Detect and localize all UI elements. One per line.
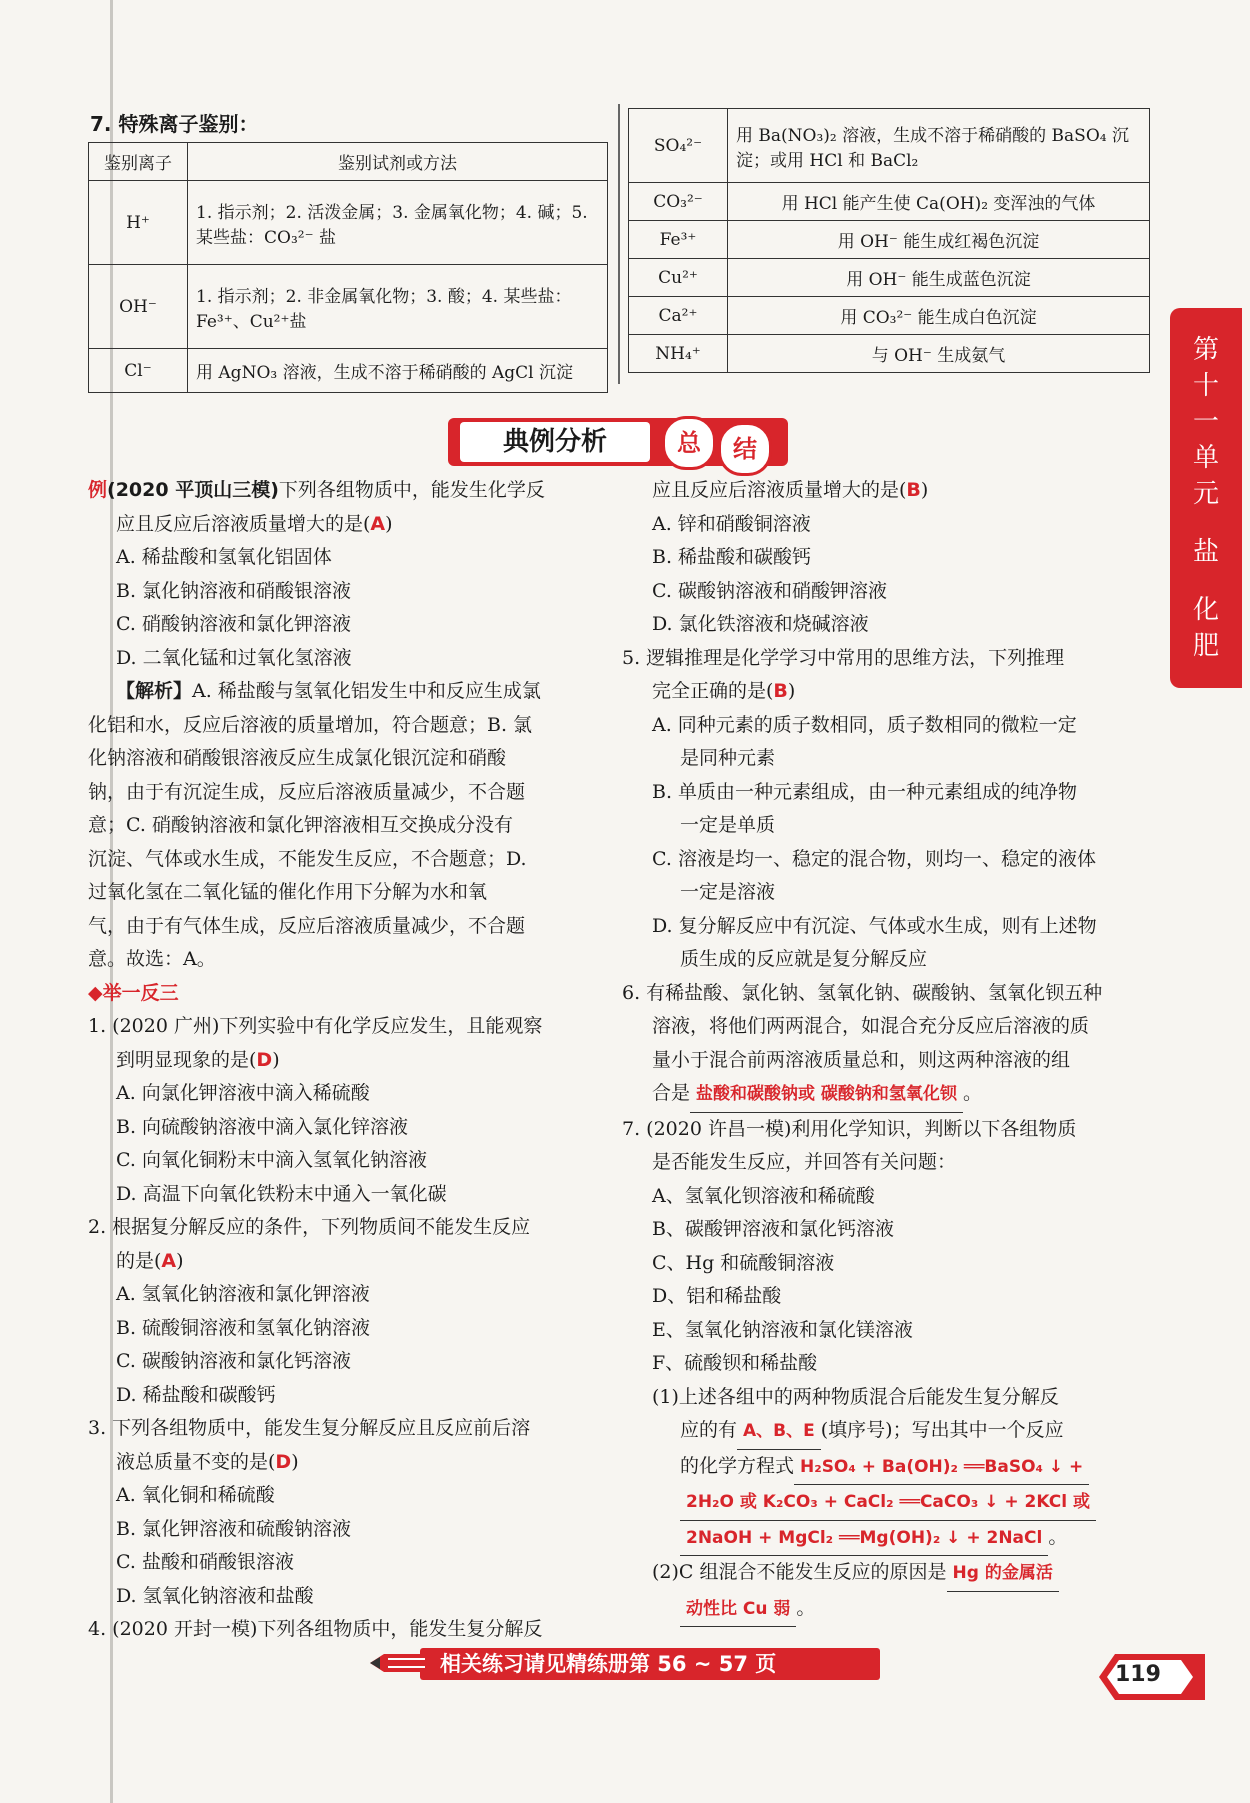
example-stem-2: 应且反应后溶液质量增大的是(A) bbox=[116, 512, 393, 535]
ion-table-left bbox=[88, 142, 608, 393]
question-stem: 4. (2020 开封一模)下列各组物质中，能发生复分解反 bbox=[88, 1618, 543, 1640]
option: D. 二氧化锰和过氧化氢溶液 bbox=[116, 646, 352, 669]
answer-blank: Hg 的金属活 bbox=[947, 1557, 1059, 1592]
option: A. 氢氧化钠溶液和氯化钾溶液 bbox=[116, 1283, 370, 1305]
side-tab-char: 化 bbox=[1192, 595, 1219, 625]
answer: B bbox=[773, 680, 788, 702]
method-cell: 用 HCl 能产生使 Ca(OH)₂ 变浑浊的气体 bbox=[728, 183, 1150, 221]
table-header: 鉴别离子 bbox=[89, 143, 188, 181]
question-stem: 应且反应后溶液质量增大的是(B) bbox=[652, 479, 929, 501]
side-tab-char: 盐 bbox=[1192, 537, 1219, 567]
practice-reference bbox=[360, 1642, 890, 1682]
chapter-side-tab bbox=[1170, 308, 1242, 688]
question-stem: 6. 有稀盐酸、氯化钠、氢氧化钠、碳酸钠、氢氧化钡五种 bbox=[622, 981, 1103, 1004]
question-stem: 量小于混合前两溶液质量总和，则这两种溶液的组 bbox=[652, 1048, 1071, 1071]
option: C. 硝酸钠溶液和氯化钾溶液 bbox=[116, 613, 351, 635]
ion-cell: SO₄²⁻ bbox=[629, 109, 728, 183]
answer-blank: A、B、E bbox=[737, 1415, 821, 1450]
list-item: A、氢氧化钡溶液和稀硫酸 bbox=[652, 1184, 875, 1207]
banner-badge: 结 bbox=[718, 422, 772, 476]
side-tab-char: 单 bbox=[1192, 443, 1219, 473]
method-cell: 用 CO₃²⁻ 能生成白色沉淀 bbox=[728, 297, 1150, 335]
analysis-line: 钠，由于有沉淀生成，反应后溶液质量减少，不合题 bbox=[88, 780, 526, 803]
question-stem: 到明显现象的是(D) bbox=[116, 1048, 280, 1071]
option: C. 碳酸钠溶液和氯化钙溶液 bbox=[116, 1350, 351, 1372]
column-divider bbox=[618, 104, 620, 384]
right-column bbox=[622, 474, 1152, 1627]
option-cont: 质生成的反应就是复分解反应 bbox=[680, 948, 928, 970]
answer: A bbox=[370, 512, 386, 535]
option: B. 稀盐酸和碳酸钙 bbox=[652, 546, 812, 568]
method-cell: 用 Ba(NO₃)₂ 溶液，生成不溶于稀硝酸的 BaSO₄ 沉淀；或用 HCl 和 BaCl₂ bbox=[728, 109, 1150, 183]
page-number-badge bbox=[1085, 1650, 1205, 1704]
practice-header: ◆举一反三 bbox=[88, 981, 179, 1004]
analysis-line: 意。故选：A。 bbox=[88, 948, 216, 970]
method-cell: 用 AgNO₃ 溶液，生成不溶于稀硝酸的 AgCl 沉淀 bbox=[188, 349, 608, 393]
answer-blank: 盐酸和碳酸钠或 碳酸钠和氢氧化钡 bbox=[690, 1078, 963, 1113]
sub-question: 应的有 A、B、E (填序号)；写出其中一个反应 bbox=[652, 1414, 1152, 1450]
answer: D bbox=[275, 1450, 292, 1473]
side-tab-char: 元 bbox=[1192, 479, 1219, 509]
option: B. 硫酸铜溶液和氢氧化钠溶液 bbox=[116, 1316, 371, 1339]
analysis-line: 化铝和水，反应后溶液的质量增加，符合题意；B. 氯 bbox=[88, 713, 533, 736]
section-banner bbox=[440, 410, 800, 470]
analysis-line: 化钠溶液和硝酸银溶液反应生成氯化银沉淀和硝酸 bbox=[88, 747, 507, 769]
option: B. 氯化钠溶液和硝酸银溶液 bbox=[116, 579, 352, 602]
ion-cell: Cu²⁺ bbox=[629, 259, 728, 297]
analysis-line: 意；C. 硝酸钠溶液和氯化钾溶液相互交换成分没有 bbox=[88, 814, 513, 836]
banner-badge: 总 bbox=[662, 416, 716, 470]
option: C. 碳酸钠溶液和硝酸钾溶液 bbox=[652, 579, 887, 602]
side-tab-char: 肥 bbox=[1192, 631, 1219, 661]
list-item: E、氢氧化钠溶液和氯化镁溶液 bbox=[652, 1318, 913, 1341]
option: A. 锌和硝酸铜溶液 bbox=[652, 512, 811, 535]
option: B. 向硫酸钠溶液中滴入氯化锌溶液 bbox=[116, 1115, 409, 1138]
equation-answer: 2NaOH + MgCl₂ ══Mg(OH)₂ ↓ + 2NaCl bbox=[680, 1522, 1048, 1557]
question-stem: 5. 逻辑推理是化学学习中常用的思维方法，下列推理 bbox=[622, 646, 1065, 669]
ion-cell: OH⁻ bbox=[89, 265, 188, 349]
question-stem: 2. 根据复分解反应的条件，下列物质间不能发生反应 bbox=[88, 1216, 531, 1238]
answer-blank: 动性比 Cu 弱 bbox=[680, 1593, 796, 1628]
example-stem: 例(2020 平顶山三模)下列各组物质中，能发生化学反 bbox=[88, 479, 545, 501]
option: C. 盐酸和硝酸银溶液 bbox=[116, 1551, 294, 1573]
question-stem: 是否能发生反应，并回答有关问题： bbox=[652, 1151, 957, 1173]
side-tab-char: 第 bbox=[1192, 335, 1219, 365]
banner-title: 典例分析 bbox=[460, 422, 650, 462]
table-header: 鉴别试剂或方法 bbox=[188, 143, 608, 181]
option-cont: 是同种元素 bbox=[680, 747, 776, 769]
option: C. 溶液是均一、稳定的混合物，则均一、稳定的液体 bbox=[652, 847, 1096, 870]
option: A. 同种元素的质子数相同，质子数相同的微粒一定 bbox=[652, 713, 1077, 736]
option: D. 高温下向氧化铁粉末中通入一氧化碳 bbox=[116, 1182, 447, 1205]
analysis-line: 沉淀、气体或水生成，不能发生反应，不合题意；D. bbox=[88, 847, 527, 870]
method-cell: 1. 指示剂；2. 活泼金属；3. 金属氧化物；4. 碱；5. 某些盐：CO₃²⁻ 盐 bbox=[188, 181, 608, 265]
equation-line: 2NaOH + MgCl₂ ══Mg(OH)₂ ↓ + 2NaCl 。 bbox=[652, 1521, 1152, 1557]
question-stem: 的是(A) bbox=[116, 1249, 184, 1272]
option: C. 向氧化铜粉末中滴入氢氧化钠溶液 bbox=[116, 1149, 427, 1171]
ion-cell: CO₃²⁻ bbox=[629, 183, 728, 221]
list-item: D、铝和稀盐酸 bbox=[652, 1285, 782, 1307]
question-stem: 液总质量不变的是(D) bbox=[116, 1450, 299, 1473]
question-stem: 溶液，将他们两两混合，如混合充分反应后溶液的质 bbox=[652, 1015, 1090, 1037]
analysis-line: 【解析】A. 稀盐酸与氢氧化铝发生中和反应生成氯 bbox=[116, 680, 541, 702]
question-fill: 合是 盐酸和碳酸钠或 碳酸钠和氢氧化钡 。 bbox=[652, 1077, 1152, 1113]
option: D. 稀盐酸和碳酸钙 bbox=[116, 1383, 276, 1406]
analysis-line: 气，由于有气体生成，反应后溶液质量减少，不合题 bbox=[88, 914, 526, 937]
pencil-icon bbox=[370, 1650, 430, 1676]
sub-question: (2)C 组混合不能发生反应的原因是 Hg 的金属活 bbox=[652, 1556, 1152, 1592]
page-number: 119 bbox=[1115, 1662, 1161, 1687]
list-item: F、硫酸钡和稀盐酸 bbox=[652, 1352, 818, 1374]
reference-text: 相关练习请见精练册第 56 ~ 57 页 bbox=[440, 1652, 777, 1676]
option: A. 氧化铜和稀硫酸 bbox=[116, 1484, 275, 1506]
option: A. 向氯化钾溶液中滴入稀硫酸 bbox=[116, 1082, 370, 1104]
ion-cell: H⁺ bbox=[89, 181, 188, 265]
list-item: C、Hg 和硫酸铜溶液 bbox=[652, 1251, 835, 1274]
equation-answer: H₂SO₄ + Ba(OH)₂ ══BaSO₄ ↓ + bbox=[794, 1451, 1089, 1486]
equation-answer: 2H₂O 或 K₂CO₃ + CaCl₂ ══CaCO₃ ↓ + 2KCl 或 bbox=[680, 1486, 1096, 1521]
list-item: B、碳酸钾溶液和氯化钙溶液 bbox=[652, 1218, 894, 1240]
side-tab-char: 十 bbox=[1192, 371, 1219, 401]
question-stem: 1. (2020 广州)下列实验中有化学反应发生，且能观察 bbox=[88, 1015, 543, 1037]
option: D. 氢氧化钠溶液和盐酸 bbox=[116, 1584, 314, 1607]
option: D. 复分解反应中有沉淀、气体或水生成，则有上述物 bbox=[652, 914, 1097, 937]
question-stem: 7. (2020 许昌一模)利用化学知识，判断以下各组物质 bbox=[622, 1117, 1077, 1140]
option: B. 氯化钾溶液和硫酸钠溶液 bbox=[116, 1517, 352, 1540]
method-cell: 与 OH⁻ 生成氨气 bbox=[728, 335, 1150, 373]
ion-cell: Fe³⁺ bbox=[629, 221, 728, 259]
option: D. 氯化铁溶液和烧碱溶液 bbox=[652, 613, 869, 635]
equation-line bbox=[652, 1485, 1152, 1521]
ion-cell: Cl⁻ bbox=[89, 349, 188, 393]
sub-question: 动性比 Cu 弱 。 bbox=[652, 1592, 1152, 1628]
section-title: 7. 特殊离子鉴别： bbox=[90, 112, 259, 136]
option: A. 稀盐酸和氢氧化铝固体 bbox=[116, 546, 332, 568]
ion-cell: Ca²⁺ bbox=[629, 297, 728, 335]
left-column bbox=[88, 474, 616, 1647]
question-stem: 3. 下列各组物质中，能发生复分解反应且反应前后溶 bbox=[88, 1417, 531, 1439]
method-cell: 用 OH⁻ 能生成蓝色沉淀 bbox=[728, 259, 1150, 297]
question-stem: 完全正确的是(B) bbox=[652, 680, 796, 702]
sub-question: (1)上述各组中的两种物质混合后能发生复分解反 bbox=[652, 1385, 1059, 1408]
method-cell: 1. 指示剂；2. 非金属氧化物；3. 酸；4. 某些盐：Fe³⁺、Cu²⁺盐 bbox=[188, 265, 608, 349]
side-tab-char: 一 bbox=[1192, 407, 1219, 437]
answer: A bbox=[161, 1249, 177, 1272]
option-cont: 一定是单质 bbox=[680, 814, 776, 836]
answer: D bbox=[256, 1048, 273, 1071]
analysis-line: 过氧化氢在二氧化锰的催化作用下分解为水和氧 bbox=[88, 881, 488, 903]
ion-cell: NH₄⁺ bbox=[629, 335, 728, 373]
answer: B bbox=[906, 479, 921, 501]
method-cell: 用 OH⁻ 能生成红褐色沉淀 bbox=[728, 221, 1150, 259]
ion-table-right bbox=[628, 108, 1150, 373]
option-cont: 一定是溶液 bbox=[680, 881, 776, 903]
option: B. 单质由一种元素组成，由一种元素组成的纯净物 bbox=[652, 780, 1078, 803]
sub-question: 的化学方程式 H₂SO₄ + Ba(OH)₂ ══BaSO₄ ↓ + bbox=[652, 1450, 1152, 1486]
